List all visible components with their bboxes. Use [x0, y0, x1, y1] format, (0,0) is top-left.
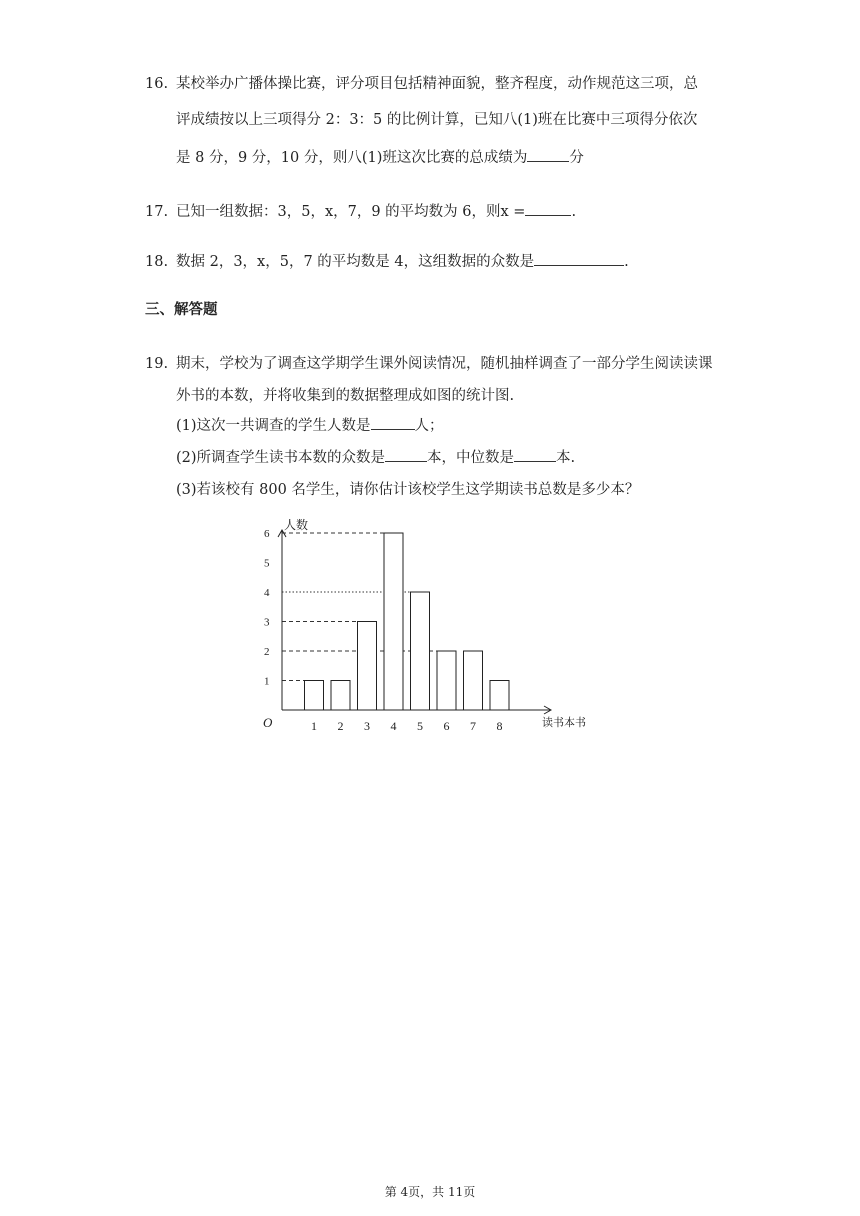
- section-heading: 三、解答题: [145, 302, 218, 318]
- bar-4: [384, 533, 403, 710]
- q19-part-2-mode-blank[interactable]: [385, 447, 427, 462]
- q19-part-2-median-blank[interactable]: [514, 447, 556, 462]
- q19-line-1: [145, 352, 713, 373]
- q16-text-3: 是 8 分，9 分，10 分，则八(1)班这次比赛的总成绩为: [176, 150, 528, 166]
- q19-part-3: (3)若该校有 800 名学生，请你估计该校学生这学期读书总数是多少本？: [176, 482, 640, 498]
- q18-line: [145, 250, 629, 271]
- x-axis-label: 读书本书: [542, 717, 586, 729]
- q16-text-1: 某校举办广播体操比赛，评分项目包括精神面貌，整齐程度，动作规范这三项，总: [176, 76, 698, 92]
- q18-period: .: [624, 254, 629, 270]
- q19-part-1-text: (1)这次一共调查的学生人数是: [176, 418, 371, 434]
- q18-text: 数据 2，3，x，5，7 的平均数是 4，这组数据的众数是: [176, 254, 535, 270]
- y-tick-label-2: 2: [264, 646, 270, 658]
- q17-line: [145, 200, 576, 221]
- q19-text-1: 期末，学校为了调查这学期学生课外阅读情况，随机抽样调查了一部分学生阅读读课: [176, 356, 713, 372]
- q19-part-1: [176, 414, 444, 435]
- q17-number: 17.: [145, 204, 169, 220]
- x-tick-labels: [311, 719, 503, 733]
- q19-text-2: 外书的本数，并将收集到的数据整理成如图的统计图.: [176, 388, 515, 404]
- bar-7: [464, 651, 483, 710]
- x-tick-label-5: 5: [417, 719, 423, 733]
- q19-part-2: [176, 446, 575, 467]
- q19-part-1-blank[interactable]: [371, 415, 415, 430]
- bar-6: [437, 651, 456, 710]
- x-tick-label-3: 3: [364, 719, 370, 733]
- page-footer: 第 4页，共 11页: [384, 1185, 476, 1199]
- q18-number: 18.: [145, 254, 169, 270]
- x-tick-label-6: 6: [443, 719, 450, 733]
- q16-line-3: [176, 146, 584, 167]
- chart-bars: [305, 533, 510, 710]
- q18-answer-blank[interactable]: [534, 251, 624, 266]
- y-tick-label-6: 6: [264, 528, 270, 540]
- q17-answer-blank[interactable]: [525, 201, 571, 216]
- y-axis-label: 人数: [284, 518, 309, 532]
- q19-part-2-end: 本.: [556, 450, 576, 466]
- bar-2: [331, 681, 350, 711]
- y-tick-label-3: 3: [264, 616, 270, 629]
- bar-3: [358, 622, 377, 711]
- q19-part-2-mid: 本，中位数是: [427, 450, 515, 466]
- y-tick-label-4: 4: [264, 587, 270, 599]
- y-tick-label-5: 5: [264, 557, 270, 570]
- q16-number: 16.: [145, 76, 169, 92]
- bar-8: [490, 681, 509, 711]
- x-tick-label-4: 4: [390, 719, 397, 733]
- bar-5: [411, 592, 430, 710]
- q17-text: 已知一组数据：3，5，x，7，9 的平均数为 6，则x =: [176, 204, 526, 220]
- y-tick-label-1: 1: [264, 675, 270, 688]
- q19-part-2-text: (2)所调查学生读书本数的众数是: [176, 450, 386, 466]
- q16-answer-blank[interactable]: [527, 147, 569, 162]
- q16-text-2: 评成绩按以上三项得分 2：3：5 的比例计算，已知八(1)班在比赛中三项得分依次: [176, 112, 698, 128]
- bar-1: [305, 681, 324, 711]
- origin-label: O: [263, 715, 273, 730]
- x-tick-label-8: 8: [496, 719, 503, 733]
- bar-chart: [250, 517, 610, 737]
- x-tick-label-7: 7: [470, 719, 476, 733]
- q16-line-1: [145, 72, 698, 93]
- y-tick-labels: [264, 528, 270, 688]
- x-tick-label-2: 2: [337, 719, 344, 733]
- q16-unit: 分: [569, 150, 584, 166]
- q19-part-1-unit: 人；: [414, 418, 444, 434]
- q19-number: 19.: [145, 356, 169, 372]
- q17-period: .: [571, 204, 577, 220]
- x-tick-label-1: 1: [311, 719, 317, 733]
